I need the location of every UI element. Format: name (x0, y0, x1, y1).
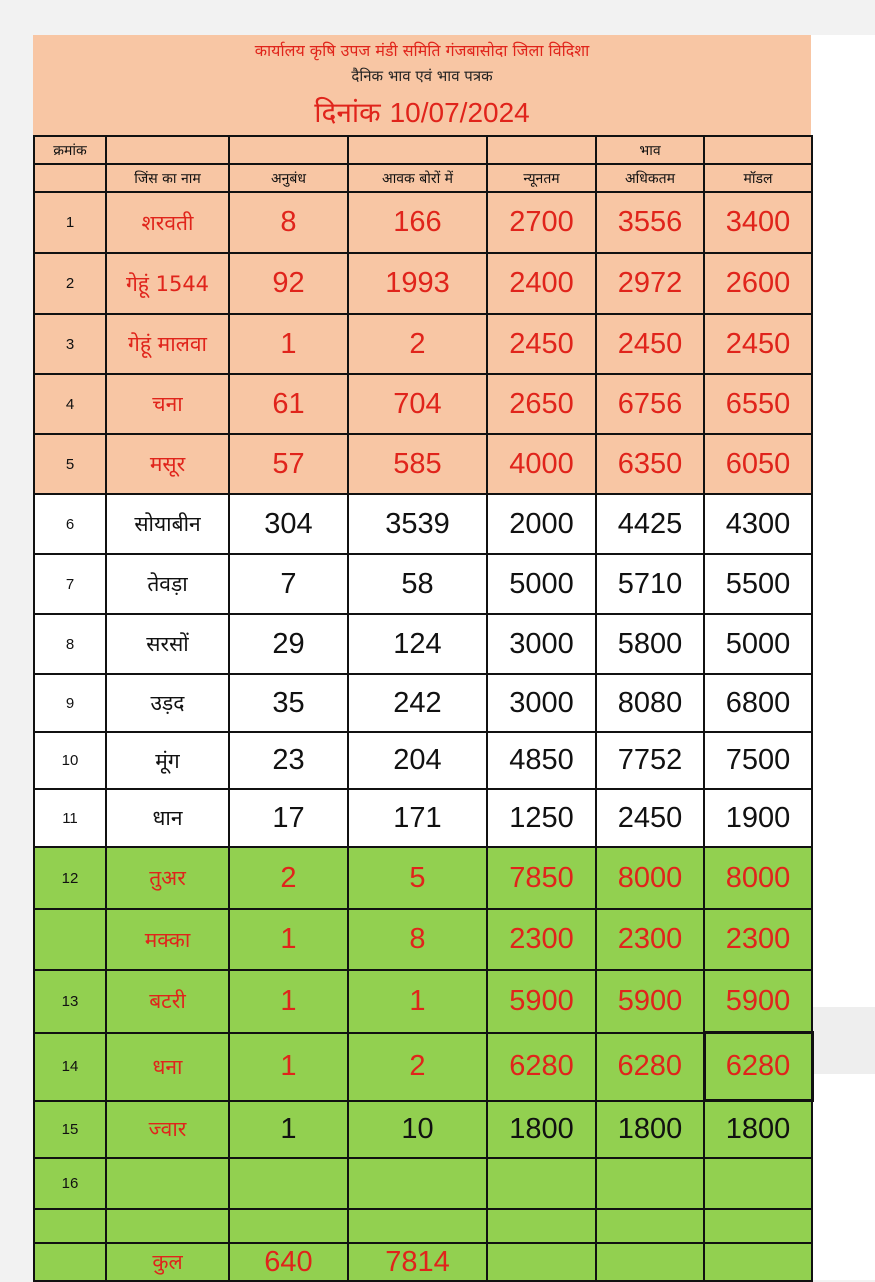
table-row (34, 789, 812, 847)
cell-contract: 17 (229, 789, 348, 847)
cell-model: 7500 (704, 732, 812, 789)
table-row (34, 253, 812, 314)
cell-empty (34, 1243, 106, 1281)
cell-contract: 304 (229, 494, 348, 554)
table-row-blank (34, 1209, 812, 1243)
cell-sn: 3 (34, 314, 106, 374)
max-header: अधिकतम (596, 164, 704, 192)
cell-sn: 12 (34, 847, 106, 909)
cell-name: शरवती (106, 192, 229, 253)
table-row (34, 970, 812, 1033)
cell-arrival: 585 (348, 434, 487, 494)
report-subtitle: दैनिक भाव एवं भाव पत्रक (351, 67, 493, 85)
cell-name: गेहूं 1544 (106, 253, 229, 314)
cell-max: 3556 (596, 192, 704, 253)
report-header (33, 35, 811, 135)
cell-min (487, 1158, 596, 1209)
cell-max: 6280 (596, 1033, 704, 1101)
cell-max: 2450 (596, 314, 704, 374)
cell-name: मक्का (106, 909, 229, 970)
table-row (34, 192, 812, 253)
cell-arrival: 58 (348, 554, 487, 614)
table-row (34, 554, 812, 614)
cell-max: 8080 (596, 674, 704, 732)
arrival-header: आवक बोरों में (348, 164, 487, 192)
price-table-wrapper (33, 135, 811, 1282)
header-cell-empty (487, 136, 596, 164)
cell-empty (348, 1209, 487, 1243)
cell-name (106, 1158, 229, 1209)
cell-empty (704, 1209, 812, 1243)
cell-max: 6756 (596, 374, 704, 434)
cell-sn: 11 (34, 789, 106, 847)
cell-name: मसूर (106, 434, 229, 494)
cell-sn: 7 (34, 554, 106, 614)
cell-max: 2450 (596, 789, 704, 847)
cell-arrival: 2 (348, 1033, 487, 1101)
table-row (34, 1158, 812, 1209)
page-edge (811, 1007, 875, 1074)
cell-arrival: 10 (348, 1101, 487, 1159)
cell-sn: 15 (34, 1101, 106, 1159)
cell-model: 6800 (704, 674, 812, 732)
cell-contract (229, 1158, 348, 1209)
cell-contract: 92 (229, 253, 348, 314)
cell-sn: 8 (34, 614, 106, 674)
cell-min: 7850 (487, 847, 596, 909)
cell-sn: 1 (34, 192, 106, 253)
cell-contract: 1 (229, 1033, 348, 1101)
cell-model: 2600 (704, 253, 812, 314)
header-cell-empty (348, 136, 487, 164)
cell-arrival: 8 (348, 909, 487, 970)
cell-name: ज्वार (106, 1101, 229, 1159)
cell-model: 6280 (704, 1033, 812, 1101)
table-row (34, 314, 812, 374)
cell-arrival: 204 (348, 732, 487, 789)
cell-min: 1250 (487, 789, 596, 847)
cell-arrival: 3539 (348, 494, 487, 554)
cell-model: 6050 (704, 434, 812, 494)
name-header: जिंस का नाम (106, 164, 229, 192)
total-arrival: 7814 (348, 1243, 487, 1281)
cell-sn: 14 (34, 1033, 106, 1101)
header-row-2 (34, 164, 812, 192)
cell-empty (704, 1243, 812, 1281)
cell-contract: 8 (229, 192, 348, 253)
cell-arrival: 704 (348, 374, 487, 434)
cell-arrival: 2 (348, 314, 487, 374)
cell-arrival: 1 (348, 970, 487, 1033)
serial-header: क्रमांक (34, 136, 106, 164)
cell-min: 2000 (487, 494, 596, 554)
cell-empty (487, 1209, 596, 1243)
cell-name: चना (106, 374, 229, 434)
cell-contract: 23 (229, 732, 348, 789)
header-cell-empty (229, 136, 348, 164)
cell-name: सोयाबीन (106, 494, 229, 554)
header-cell-empty (106, 136, 229, 164)
cell-model: 5000 (704, 614, 812, 674)
cell-max: 2300 (596, 909, 704, 970)
cell-contract: 61 (229, 374, 348, 434)
cell-min: 4850 (487, 732, 596, 789)
cell-contract: 1 (229, 970, 348, 1033)
cell-max (596, 1158, 704, 1209)
table-row (34, 434, 812, 494)
table-row (34, 1101, 812, 1159)
bhav-header: भाव (596, 136, 704, 164)
date-label: दिनांक (314, 96, 381, 129)
cell-max: 5900 (596, 970, 704, 1033)
cell-max: 4425 (596, 494, 704, 554)
cell-contract: 1 (229, 314, 348, 374)
cell-model: 5900 (704, 970, 812, 1033)
contract-header: अनुबंध (229, 164, 348, 192)
cell-contract: 2 (229, 847, 348, 909)
cell-max: 5710 (596, 554, 704, 614)
cell-sn: 5 (34, 434, 106, 494)
cell-name: तुअर (106, 847, 229, 909)
cell-arrival (348, 1158, 487, 1209)
cell-arrival: 171 (348, 789, 487, 847)
cell-contract: 1 (229, 909, 348, 970)
table-row (34, 614, 812, 674)
cell-min: 2450 (487, 314, 596, 374)
cell-min: 5900 (487, 970, 596, 1033)
cell-contract: 1 (229, 1101, 348, 1159)
cell-sn: 4 (34, 374, 106, 434)
cell-model: 5500 (704, 554, 812, 614)
cell-min: 4000 (487, 434, 596, 494)
price-table-body (34, 136, 812, 1281)
table-row (34, 494, 812, 554)
cell-sn (34, 909, 106, 970)
cell-sn: 10 (34, 732, 106, 789)
cell-min: 2300 (487, 909, 596, 970)
cell-arrival: 242 (348, 674, 487, 732)
cell-contract: 7 (229, 554, 348, 614)
cell-model: 3400 (704, 192, 812, 253)
cell-contract: 57 (229, 434, 348, 494)
cell-min: 3000 (487, 614, 596, 674)
cell-name: सरसों (106, 614, 229, 674)
cell-name: धना (106, 1033, 229, 1101)
cell-model: 6550 (704, 374, 812, 434)
cell-min: 1800 (487, 1101, 596, 1159)
cell-name: गेहूं मालवा (106, 314, 229, 374)
cell-name: बटरी (106, 970, 229, 1033)
cell-empty (596, 1243, 704, 1281)
model-header: मॉडल (704, 164, 812, 192)
cell-sn: 2 (34, 253, 106, 314)
cell-empty (229, 1209, 348, 1243)
cell-max: 6350 (596, 434, 704, 494)
total-label: कुल (106, 1243, 229, 1281)
cell-contract: 35 (229, 674, 348, 732)
total-row (34, 1243, 812, 1281)
cell-name: मूंग (106, 732, 229, 789)
cell-name: तेवड़ा (106, 554, 229, 614)
cell-model: 2300 (704, 909, 812, 970)
table-row (34, 374, 812, 434)
table-row (34, 1033, 812, 1101)
cell-model: 8000 (704, 847, 812, 909)
cell-arrival: 124 (348, 614, 487, 674)
cell-model: 2450 (704, 314, 812, 374)
cell-model: 1800 (704, 1101, 812, 1159)
price-table (33, 135, 814, 1282)
cell-min: 2650 (487, 374, 596, 434)
cell-arrival: 5 (348, 847, 487, 909)
cell-min: 6280 (487, 1033, 596, 1101)
header-cell-empty (34, 164, 106, 192)
report-date (33, 93, 811, 131)
cell-sn: 16 (34, 1158, 106, 1209)
table-row (34, 847, 812, 909)
cell-contract: 29 (229, 614, 348, 674)
cell-max: 2972 (596, 253, 704, 314)
cell-min: 2700 (487, 192, 596, 253)
cell-empty (34, 1209, 106, 1243)
header-row-1 (34, 136, 812, 164)
cell-sn: 9 (34, 674, 106, 732)
office-title: कार्यालय कृषि उपज मंडी समिति गंजबासोदा जिला विदिशा (254, 41, 590, 60)
cell-model (704, 1158, 812, 1209)
cell-model: 1900 (704, 789, 812, 847)
cell-min: 5000 (487, 554, 596, 614)
cell-max: 1800 (596, 1101, 704, 1159)
cell-empty (596, 1209, 704, 1243)
cell-model: 4300 (704, 494, 812, 554)
cell-max: 7752 (596, 732, 704, 789)
cell-min: 2400 (487, 253, 596, 314)
table-row (34, 674, 812, 732)
cell-sn: 13 (34, 970, 106, 1033)
table-row (34, 909, 812, 970)
cell-min: 3000 (487, 674, 596, 732)
cell-max: 5800 (596, 614, 704, 674)
cell-arrival: 166 (348, 192, 487, 253)
cell-empty (487, 1243, 596, 1281)
cell-empty (106, 1209, 229, 1243)
total-contract: 640 (229, 1243, 348, 1281)
min-header: न्यूनतम (487, 164, 596, 192)
cell-name: धान (106, 789, 229, 847)
cell-max: 8000 (596, 847, 704, 909)
header-cell-empty (704, 136, 812, 164)
table-row (34, 732, 812, 789)
cell-sn: 6 (34, 494, 106, 554)
cell-name: उड़द (106, 674, 229, 732)
date-value: 10/07/2024 (389, 97, 530, 128)
cell-arrival: 1993 (348, 253, 487, 314)
